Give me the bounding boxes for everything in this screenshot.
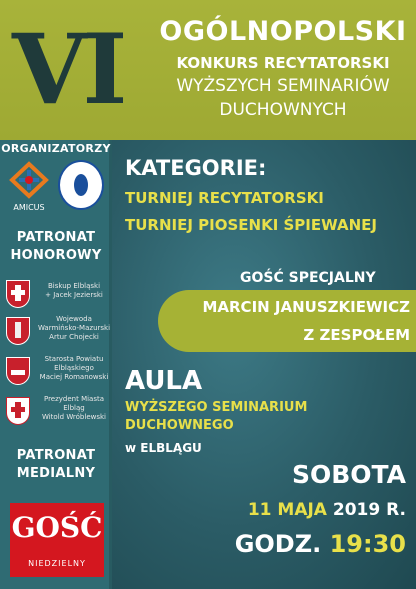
categories-heading: KATEGORIE: xyxy=(125,156,267,180)
subtitle-line-2: WYŻSZYCH SEMINARIÓW xyxy=(176,76,390,96)
voivodeship-crest-icon xyxy=(6,317,30,345)
venue-city: w ELBLĄGU xyxy=(125,441,202,455)
media-heading-1: PATRONAT xyxy=(16,448,96,463)
organizers-heading: ORGANIZATORZY xyxy=(1,142,111,155)
seminary-seal-icon xyxy=(58,160,104,210)
guest-heading: GOŚĆ SPECJALNY xyxy=(240,270,376,286)
patron-starost xyxy=(2,355,112,387)
diocese-crest-icon xyxy=(6,280,30,308)
event-time xyxy=(180,530,406,558)
venue-heading: AULA xyxy=(125,366,203,396)
patron-text: Biskup Elbląski + Jacek Jezierski xyxy=(45,282,103,299)
patron-text: Starosta Powiatu Elbląskiego Maciej Romanowski xyxy=(39,355,109,381)
gosc-logo-sub: NIEDZIELNY xyxy=(28,559,86,568)
county-crest-icon xyxy=(6,357,30,385)
event-date xyxy=(180,500,406,520)
guest-band-name: Z ZESPOŁEM xyxy=(303,326,410,344)
gosc-logo-text: GOŚĆ xyxy=(11,511,103,544)
patron-mayor xyxy=(2,395,112,427)
roman-numeral: VI xyxy=(12,13,124,126)
amicus-logo-icon xyxy=(8,160,50,200)
title: OGÓLNOPOLSKI xyxy=(159,16,407,47)
patron-text: Wojewoda Warmińsko-Mazurski Artur Chojecki xyxy=(37,315,111,341)
time-value: 19:30 xyxy=(329,530,406,558)
city-crest-icon xyxy=(6,397,30,425)
time-label: GODZ. xyxy=(234,530,322,558)
venue-line-2: DUCHOWNEGO xyxy=(125,418,234,433)
amicus-label: AMICUS xyxy=(13,203,45,212)
patron-voivode xyxy=(2,315,112,347)
gosc-niedzielny-logo xyxy=(10,503,104,577)
date-month: MAJA xyxy=(277,500,327,520)
patron-bishop xyxy=(2,278,112,310)
guest-name: MARCIN JANUSZKIEWICZ xyxy=(202,298,410,316)
media-heading-2: MEDIALNY xyxy=(16,466,96,481)
honorary-heading-1: PATRONAT xyxy=(16,230,96,245)
subtitle-line-1: KONKURS RECYTATORSKI xyxy=(176,54,390,72)
honorary-heading-2: HONOROWY xyxy=(10,248,102,263)
date-year: 2019 R. xyxy=(332,500,406,520)
category-recitation: TURNIEJ RECYTATORSKI xyxy=(125,189,324,207)
patron-text: Prezydent Miasta Elbląg Witold Wróblewski xyxy=(41,395,107,421)
category-song: TURNIEJ PIOSENKI ŚPIEWANEJ xyxy=(125,216,377,234)
event-day: SOBOTA xyxy=(291,460,406,489)
venue-line-1: WYŻSZEGO SEMINARIUM xyxy=(125,400,308,415)
date-day: 11 xyxy=(247,500,272,520)
subtitle-line-3: DUCHOWNYCH xyxy=(219,100,347,120)
main-panel xyxy=(112,140,416,589)
